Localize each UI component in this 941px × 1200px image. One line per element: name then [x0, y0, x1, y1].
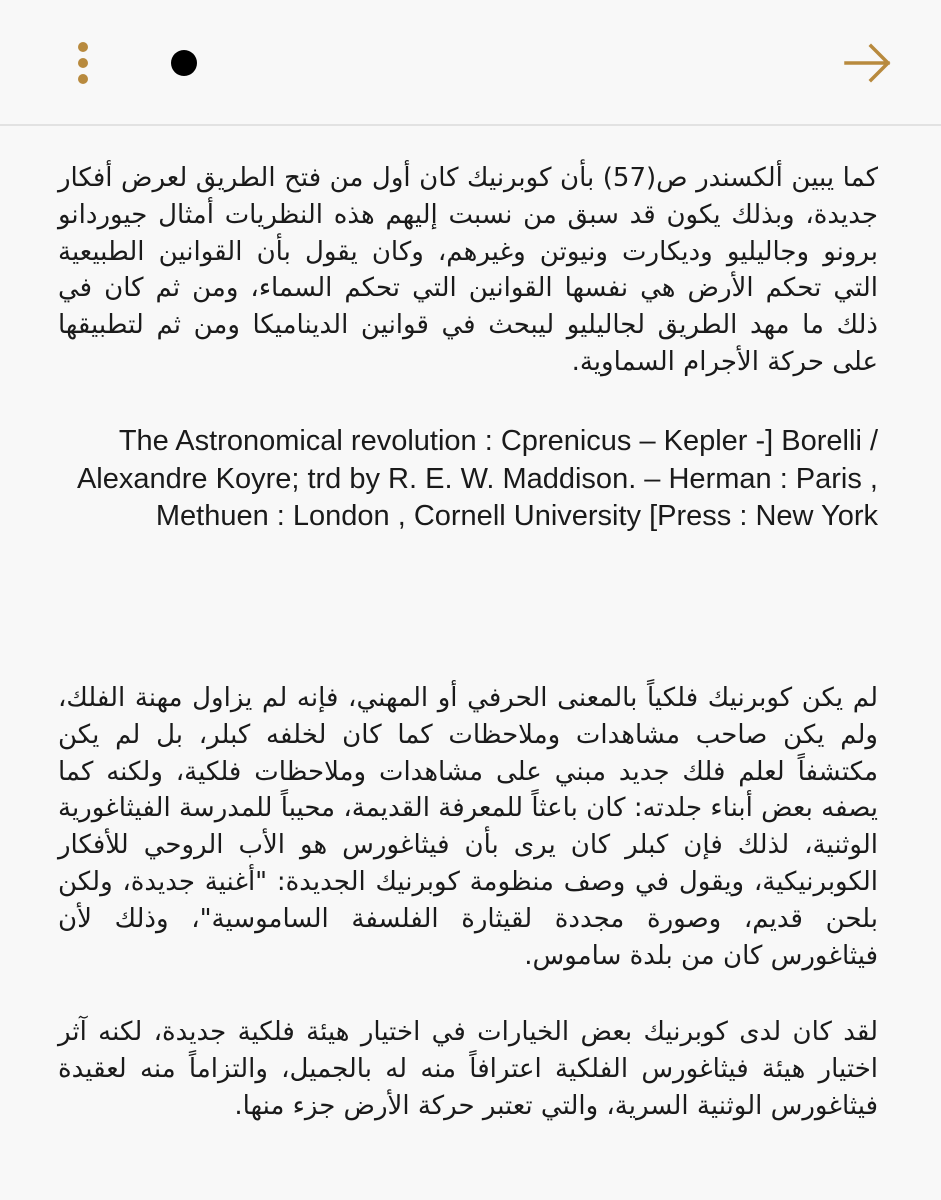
menu-dot [78, 58, 88, 68]
menu-dot [78, 74, 88, 84]
top-toolbar [0, 0, 941, 126]
article-paragraph: لم يكن كوبرنيك فلكياً بالمعنى الحرفي أو المهني، فإنه لم يزاول مهنة الفلك، ولم يكن صاحب مشاهدات وملاحظات كما كان لخلفه كبلر، بل لم يكن مكتشفاً لعلم فلك جديد مبني على مشاهدات وملاحظات فلكية، ولكنه كما يصفه بعض أبناء جلدته: كان باعثاً للمعرفة القديمة، محيباً للمدرسة الفيثاغورية الوثنية، لذلك فإن كبلر كان يرى بأن فيثاغورس هو الأب الروحي للأفكار الكوبرنيكية، ويقول في وصف منظومة كوبرنيك الجديدة: "أغنية جديدة، ولكن بلحن قديم، وصورة مجددة لقيثارة الفلسفة الساموسية"، وذلك لأن فيثاغورس كان من بلدة ساموس. [58, 683, 878, 971]
forward-arrow-icon[interactable] [838, 38, 898, 88]
menu-dot [78, 42, 88, 52]
more-options-icon[interactable] [64, 34, 104, 92]
article-paragraph: لقد كان لدى كوبرنيك بعض الخيارات في اختيار هيئة فلكية جديدة، لكنه آثر اختيار هيئة فيثاغورس الفلكية اعترافاً منه له بالجميل، والتزاماً منه لعقيدة فيثاغورس الوثنية السرية، والتي تعتبر حركة الأرض جزء منها. [58, 1017, 878, 1121]
status-dot-icon [171, 50, 197, 76]
reference-citation: The Astronomical revolution : Cprenicus – Kepler -] Borelli / Alexandre Koyre; trd by R. E. W. Maddison. – Herman : Paris , Methuen : London , Cornell University [Press : New York [76, 425, 878, 532]
article-paragraph: كما يبين ألكسندر ص(57) بأن كوبرنيك كان أول من فتح الطريق لعرض أفكار جديدة، وبذلك يكون قد سبق من نسبت إليهم هذه النظريات أمثال جيوردانو برونو وجاليليو وديكارت ونيوتن وغيرهم، وكان يقول بأن القوانين الطبيعية التي تحكم الأرض هي نفسها القوانين التي تحكم السماء، ومن ثم كان في ذلك ما مهد الطريق لجاليليو ليبحث في قوانين الديناميكا ومن ثم لتطبيقها على حركة الأجرام السماوية. [58, 163, 878, 377]
